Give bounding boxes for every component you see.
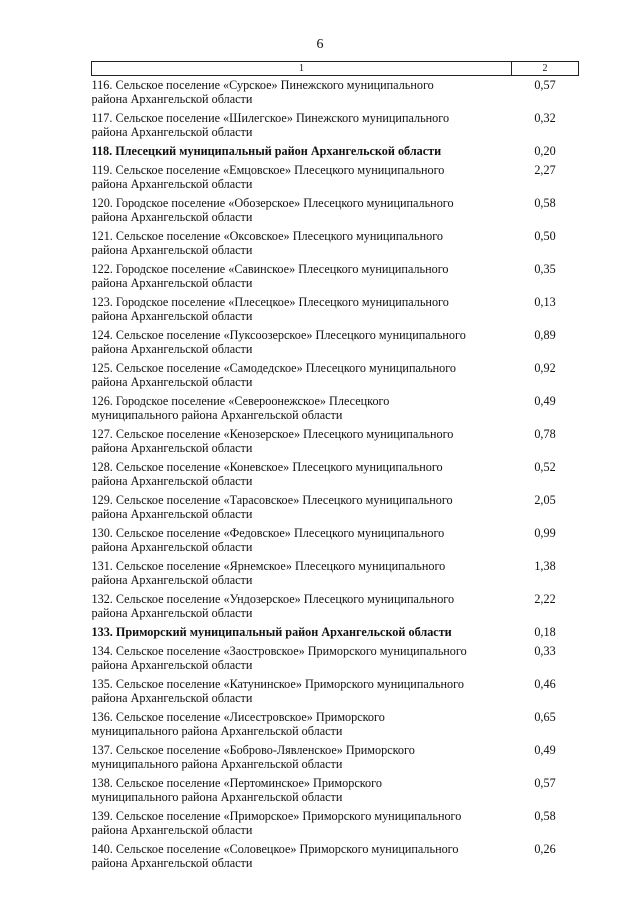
row-title-line-2: района Архангельской области: [91, 856, 253, 871]
row-number: 125.: [91, 361, 113, 375]
row-title-line-1: [92, 163, 512, 177]
row-title-line-1: [92, 295, 512, 309]
row-value: 2,22: [534, 592, 556, 606]
row-text: Сельское поселение «Катунинское» Приморского муниципального: [115, 677, 464, 691]
row-title-line-1: [92, 677, 512, 691]
row-value: 0,18: [534, 625, 556, 639]
row-title-line-1: [92, 710, 512, 724]
row-title: [92, 644, 512, 677]
data-table: [91, 61, 579, 875]
row-title-line-2: района Архангельской области: [91, 540, 253, 555]
row-value: 0,13: [534, 295, 556, 309]
row-number: 137.: [91, 743, 113, 757]
table-row: [92, 776, 579, 809]
row-value: 0,46: [534, 677, 556, 691]
row-text: Городское поселение «Плесецкое» Плесецкого муниципального: [115, 295, 449, 309]
row-number: 133.: [91, 625, 113, 639]
row-value: 0,26: [534, 842, 556, 856]
row-number: 136.: [91, 710, 113, 724]
row-text: Сельское поселение «Ярнемское» Плесецкого муниципального: [115, 559, 446, 573]
row-number: 121.: [91, 229, 113, 243]
row-title-line-2: муниципального района Архангельской области: [91, 790, 343, 805]
row-title-line-2: района Архангельской области: [91, 177, 253, 192]
row-title-line-2: района Архангельской области: [91, 441, 253, 456]
row-number: 132.: [91, 592, 113, 606]
row-title-line-2: муниципального района Архангельской области: [91, 757, 343, 772]
row-text: Сельское поселение «Лисестровское» Приморского: [115, 710, 385, 724]
row-title-line-1: [92, 144, 512, 158]
row-text: Сельское поселение «Федовское» Плесецкого муниципального: [115, 526, 445, 540]
row-text: Сельское поселение «Емцовское» Плесецкого муниципального: [115, 163, 445, 177]
table-row: [92, 328, 579, 361]
row-title-line-1: [92, 196, 512, 210]
row-title-line-1: [92, 625, 512, 639]
row-text: Сельское поселение «Сурское» Пинежского муниципального: [115, 78, 434, 92]
row-text: Городское поселение «Савинское» Плесецкого муниципального: [115, 262, 449, 276]
row-text: Сельское поселение «Пуксоозерское» Плесецкого муниципального: [115, 328, 466, 342]
row-value: 0,50: [534, 229, 556, 243]
row-number: 124.: [91, 328, 113, 342]
row-title: [92, 526, 512, 559]
row-text: Сельское поселение «Кенозерское» Плесецкого муниципального: [115, 427, 454, 441]
table-row: [92, 743, 579, 776]
row-title: [92, 196, 512, 229]
row-title: [92, 361, 512, 394]
row-title: [92, 743, 512, 776]
row-text: Сельское поселение «Шилегское» Пинежского муниципального: [115, 111, 450, 125]
row-text: Городское поселение «Североонежское» Плесецкого: [115, 394, 390, 408]
row-value: 1,38: [534, 559, 556, 573]
table-row: [92, 394, 579, 427]
table-body: [92, 76, 579, 876]
row-value: 0,32: [534, 111, 556, 125]
row-title-line-1: [92, 394, 512, 408]
table-row: [92, 460, 579, 493]
row-title: [92, 163, 512, 196]
row-title: [92, 559, 512, 592]
row-number: 119.: [91, 163, 113, 177]
page-number: 6: [316, 37, 324, 52]
row-value: 0,20: [534, 144, 556, 158]
row-title: [92, 710, 512, 743]
table-row: [92, 111, 579, 144]
row-value: 0,89: [534, 328, 556, 342]
row-text: Сельское поселение «Тарасовское» Плесецкого муниципального: [115, 493, 453, 507]
row-title-line-1: [92, 809, 512, 823]
table-row: [92, 677, 579, 710]
row-title: [92, 295, 512, 328]
row-title-line-1: [92, 111, 512, 125]
row-value: 0,65: [534, 710, 556, 724]
table-row: [92, 144, 579, 163]
row-value: 0,58: [534, 196, 556, 210]
row-number: 139.: [91, 809, 113, 823]
row-title-line-1: [92, 361, 512, 375]
row-number: 130.: [91, 526, 113, 540]
row-text: Сельское поселение «Приморское» Приморского муниципального: [115, 809, 462, 823]
row-title-line-2: района Архангельской области: [91, 507, 253, 522]
row-title: [92, 842, 512, 875]
row-value: 0,33: [534, 644, 556, 658]
table-row: [92, 592, 579, 625]
row-value: 0,49: [534, 394, 556, 408]
row-text: Сельское поселение «Пертоминское» Приморского: [115, 776, 382, 790]
column-header-1: 1: [92, 62, 512, 76]
row-text: Сельское поселение «Оксовское» Плесецкого муниципального: [115, 229, 443, 243]
row-title-line-1: [92, 328, 512, 342]
row-title: [92, 677, 512, 710]
table-row: [92, 229, 579, 262]
row-title: [92, 493, 512, 526]
table-row: [92, 163, 579, 196]
row-number: 129.: [91, 493, 113, 507]
row-number: 118.: [91, 144, 113, 158]
row-text: Сельское поселение «Заостровское» Приморского муниципального: [115, 644, 467, 658]
row-text: Сельское поселение «Самодедское» Плесецкого муниципального: [115, 361, 457, 375]
row-title-line-2: района Архангельской области: [91, 210, 253, 225]
row-title-line-2: района Архангельской области: [91, 375, 253, 390]
table-row: [92, 295, 579, 328]
row-number: 117.: [91, 111, 113, 125]
row-text: Сельское поселение «Боброво-Лявленское» Приморского: [115, 743, 415, 757]
row-title-line-2: района Архангельской области: [91, 573, 253, 588]
row-value: 0,78: [534, 427, 556, 441]
row-value: 2,05: [534, 493, 556, 507]
row-title-line-2: района Архангельской области: [91, 606, 253, 621]
table-row: [92, 361, 579, 394]
table-row: [92, 809, 579, 842]
row-title-line-2: района Архангельской области: [91, 243, 253, 258]
row-title-line-2: района Архангельской области: [91, 342, 253, 357]
row-number: 122.: [91, 262, 113, 276]
table-row: [92, 427, 579, 460]
row-text: Сельское поселение «Ундозерское» Плесецкого муниципального: [115, 592, 455, 606]
row-title-line-1: [92, 460, 512, 474]
table-header-row: [92, 62, 579, 76]
row-value: 0,57: [534, 776, 556, 790]
table-row: [92, 644, 579, 677]
row-value: 0,35: [534, 262, 556, 276]
table-row: [92, 262, 579, 295]
table-row: [92, 710, 579, 743]
row-title: [92, 427, 512, 460]
table-row: [92, 493, 579, 526]
row-title-line-1: [92, 229, 512, 243]
row-value: 2,27: [534, 163, 556, 177]
row-title-line-1: [92, 842, 512, 856]
row-title: [92, 460, 512, 493]
row-title-line-2: муниципального района Архангельской области: [91, 724, 343, 739]
table-row: [92, 76, 579, 112]
row-number: 131.: [91, 559, 113, 573]
table-row: [92, 625, 579, 644]
row-title-line-2: района Архангельской области: [91, 309, 253, 324]
row-text: Сельское поселение «Соловецкое» Приморского муниципального: [115, 842, 459, 856]
row-title-line-1: [92, 559, 512, 573]
row-text: Сельское поселение «Коневское» Плесецкого муниципального: [115, 460, 443, 474]
row-title-line-1: [92, 427, 512, 441]
row-title-line-2: района Архангельской области: [91, 823, 253, 838]
row-title-line-2: муниципального района Архангельской области: [91, 408, 343, 423]
table-row: [92, 559, 579, 592]
row-title-line-1: [92, 743, 512, 757]
row-value: 0,99: [534, 526, 556, 540]
row-title: [92, 776, 512, 809]
table-row: [92, 842, 579, 875]
row-text: Городское поселение «Обозерское» Плесецкого муниципального: [115, 196, 454, 210]
row-title: [92, 592, 512, 625]
row-title: [92, 76, 512, 112]
row-number: 127.: [91, 427, 113, 441]
row-title-line-2: района Архангельской области: [91, 658, 253, 673]
row-title-line-2: района Архангельской области: [91, 474, 253, 489]
row-value: 0,58: [534, 809, 556, 823]
row-title: [92, 111, 512, 144]
row-title-line-1: [92, 262, 512, 276]
row-title: [92, 394, 512, 427]
row-number: 134.: [91, 644, 113, 658]
row-title-line-1: [92, 644, 512, 658]
row-title-line-1: [92, 78, 512, 92]
row-value: 0,57: [534, 78, 556, 92]
row-title: [92, 809, 512, 842]
row-number: 140.: [91, 842, 113, 856]
row-text: Приморский муниципальный район Архангельской области: [115, 625, 452, 639]
row-value: 0,49: [534, 743, 556, 757]
row-title-line-2: района Архангельской области: [91, 125, 253, 140]
row-text: Плесецкий муниципальный район Архангельской области: [115, 144, 442, 158]
row-value: 0,92: [534, 361, 556, 375]
row-number: 138.: [91, 776, 113, 790]
column-header-2: 2: [512, 62, 579, 76]
row-title-line-2: района Архангельской области: [91, 276, 253, 291]
row-title-line-1: [92, 592, 512, 606]
table-row: [92, 526, 579, 559]
row-title-line-2: района Архангельской области: [91, 92, 253, 107]
row-title-line-1: [92, 493, 512, 507]
row-title-line-1: [92, 526, 512, 540]
row-number: 116.: [91, 78, 113, 92]
row-number: 120.: [91, 196, 113, 210]
row-value: 0,52: [534, 460, 556, 474]
row-number: 126.: [91, 394, 113, 408]
row-title: [92, 625, 512, 644]
row-number: 128.: [91, 460, 113, 474]
row-number: 135.: [91, 677, 113, 691]
row-number: 123.: [91, 295, 113, 309]
row-title: [92, 229, 512, 262]
row-title-line-1: [92, 776, 512, 790]
row-title-line-2: района Архангельской области: [91, 691, 253, 706]
table-row: [92, 196, 579, 229]
row-title: [92, 328, 512, 361]
row-title: [92, 144, 512, 163]
row-title: [92, 262, 512, 295]
